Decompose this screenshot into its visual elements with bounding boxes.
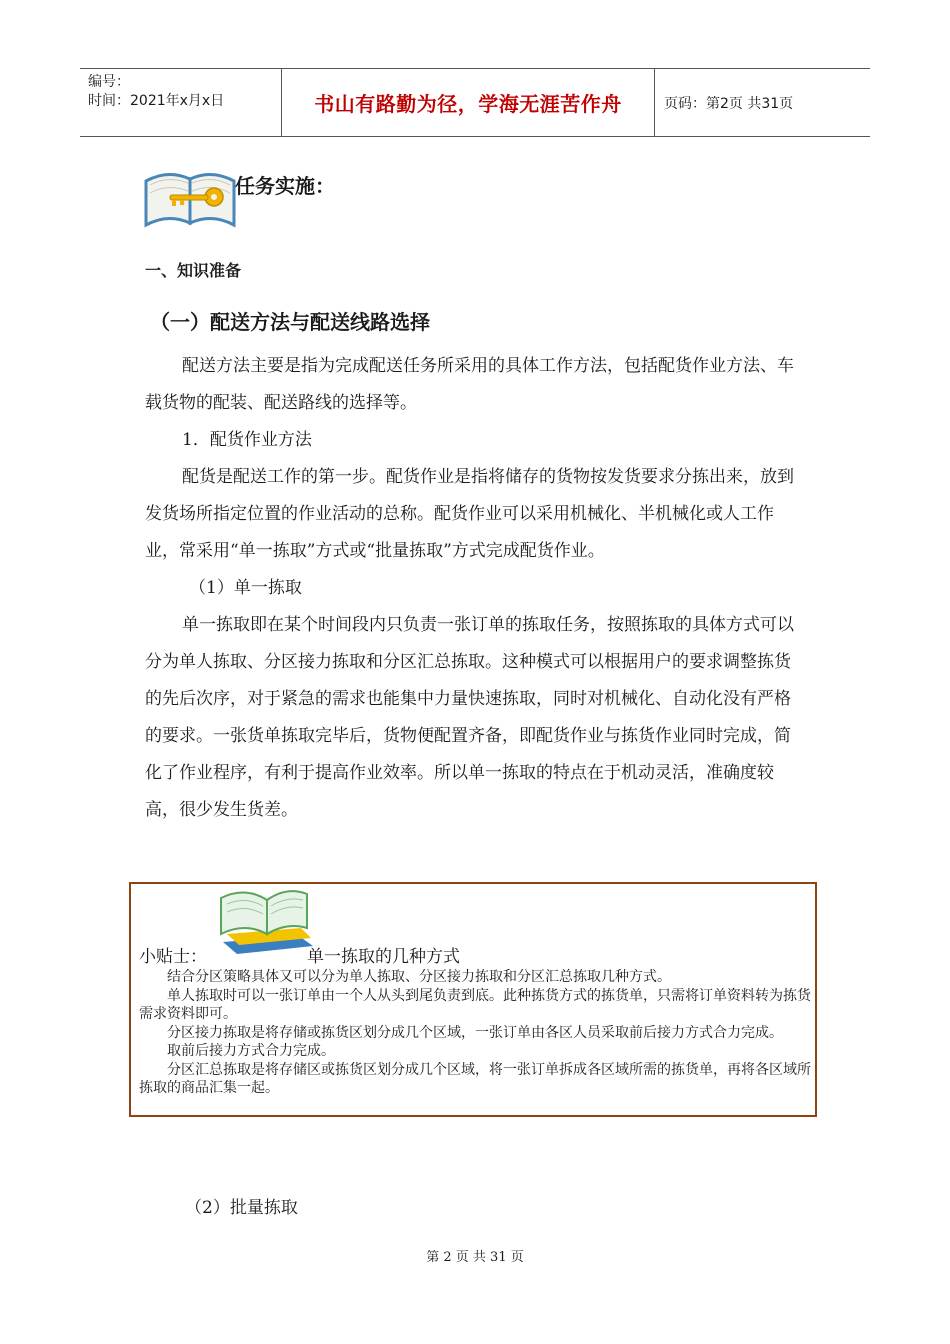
- page-footer: 第 2 页 共 31 页: [426, 1250, 524, 1265]
- tip-body: [139, 968, 815, 1098]
- tip-line: 单人拣取时可以一张订单由一个人从头到尾负责到底。此种拣货方式的拣货单，只需将订单资料转为拣货需求资料即可。: [139, 987, 811, 1022]
- subsection-batch-picking: （2）批量拣取: [185, 1198, 298, 1218]
- tip-line: 取前后接力方式合力完成。: [167, 1043, 335, 1059]
- page-header: [80, 68, 870, 137]
- header-motto-cell: [281, 69, 655, 136]
- paragraph-heading: 1．配货作业方法: [182, 430, 312, 450]
- document-time-label: 时间：2021年x月x日: [88, 93, 225, 109]
- tip-box: [129, 882, 817, 1117]
- header-page-cell: [654, 69, 880, 136]
- section-heading: 一、知识准备: [145, 261, 242, 280]
- tip-line: 分区汇总拣取是将存储区或拣货区划分成几个区域，将一张订单拆成各区域所需的拣货单，再将各区域所拣取的商品汇集一起。: [139, 1061, 811, 1096]
- document-number-label: 编号：: [88, 74, 130, 90]
- open-book-key-icon: [140, 165, 240, 231]
- paragraph: 配货是配送工作的第一步。配货作业是指将储存的货物按发货要求分拣出来，放到发货场所指定位置的作业活动的总称。配货作业可以采用机械化、半机械化或人工作业，常采用“单一拣取”方式或“批量拣取”方式完成配货作业。: [145, 467, 794, 561]
- header-meta: [80, 69, 288, 140]
- subsection-heading-text: （一）配送方法与配送线路选择: [150, 310, 430, 334]
- paragraph-heading: （1）单一拣取: [189, 578, 302, 598]
- tip-label: 小贴士：: [139, 947, 207, 967]
- tip-line: 分区接力拣取是将存储或拣货区划分成几个区域，一张订单由各区人员采取前后接力方式合力完成。: [167, 1024, 783, 1041]
- subsection-heading: [150, 306, 430, 335]
- motto: 书山有路勤为径，学海无涯苦作舟: [314, 92, 622, 116]
- paragraph: 配送方法主要是指为完成配送任务所采用的具体工作方法，包括配货作业方法、车载货物的配装、配送路线的选择等。: [145, 356, 794, 413]
- paragraph-intro-block: [145, 348, 807, 829]
- tip-heading: [139, 946, 460, 968]
- tip-line: 结合分区策略具体又可以分为单人拣取、分区接力拣取和分区汇总拣取几种方式。: [167, 969, 671, 985]
- paragraph: 单一拣取即在某个时间段内只负责一张订单的拣取任务，按照拣取的具体方式可以分为单人拣取、分区接力拣取和分区汇总拣取。这种模式可以根据用户的要求调整拣货的先后次序，对于紧急的需求也能集中力量快速拣取，同时对机械化、自动化没有严格的要求。一张货单拣取完毕后，货物便配置齐备，即配货作业与拣货作业同时完成，简化了作业程序，有利于提高作业效率。所以单一拣取的特点在于机动灵活，准确度较高，很少发生货差。: [145, 615, 794, 820]
- tip-title: 单一拣取的几种方式: [307, 947, 460, 967]
- header-page-number: 页码：第2页 共31页: [664, 95, 794, 112]
- task-title: 任务实施：: [235, 174, 335, 198]
